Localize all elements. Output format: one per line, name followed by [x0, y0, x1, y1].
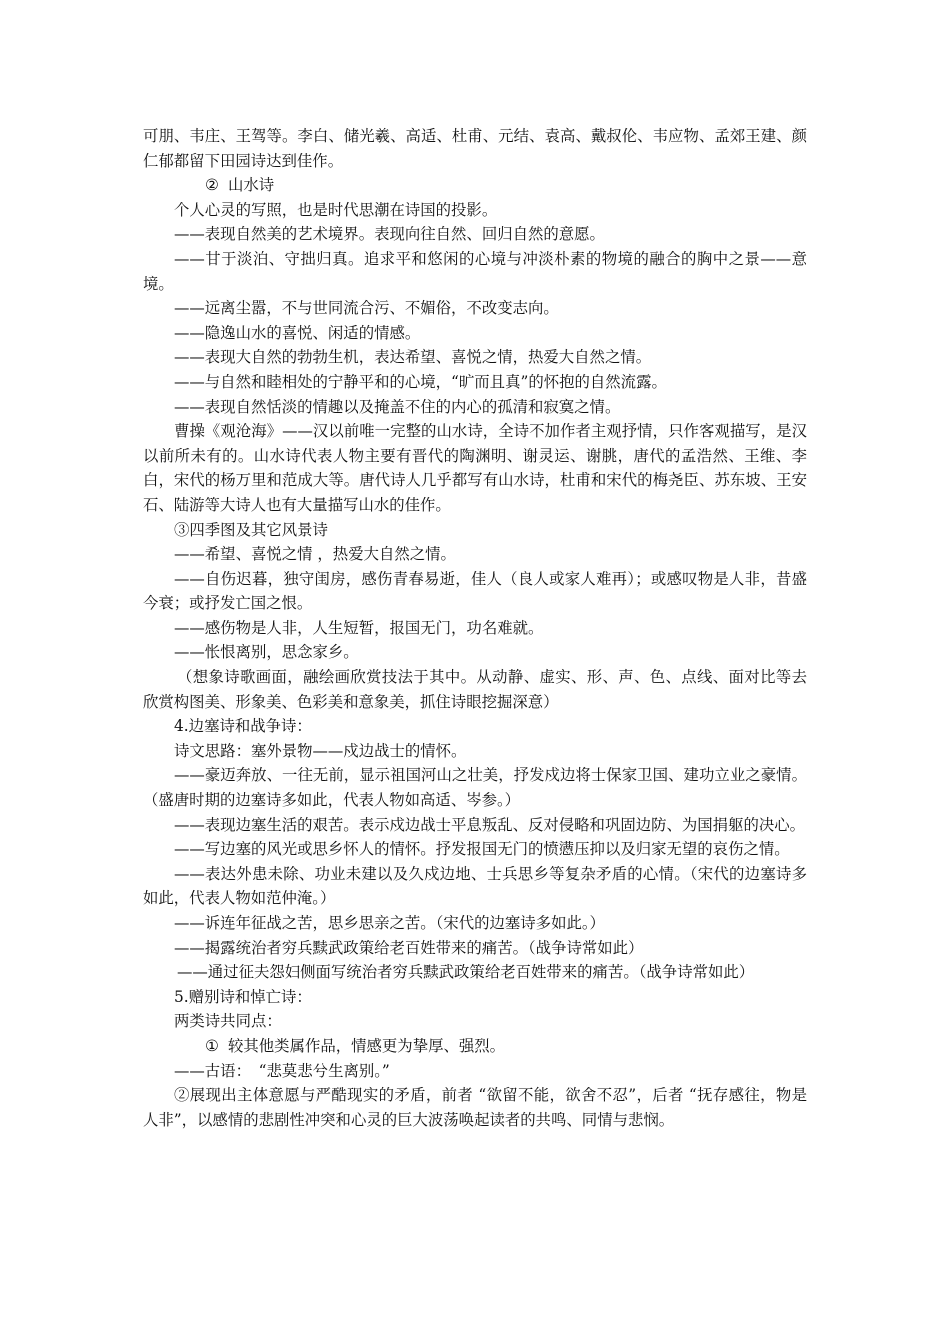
paragraph: [143, 862, 807, 911]
paragraph-text: ——诉连年征战之苦，思乡思亲之苦。（宋代的边塞诗多如此。）: [174, 914, 605, 932]
paragraph-text: 个人心灵的写照，也是时代思潮在诗国的投影。: [174, 200, 498, 219]
list-marker: ①: [205, 1036, 219, 1055]
paragraph-text: ——甘于淡泊、守拙归真。追求平和悠闲的心境与冲淡朴素的物境的融合的胸中之景——意境。: [143, 249, 807, 293]
paragraph-text: ——通过征夫怨妇侧面写统治者穷兵黩武政策给老百姓带来的痛苦。（战争诗常如此）: [177, 963, 755, 982]
paragraph: [143, 124, 807, 173]
paragraph-text: ——揭露统治者穷兵黩武政策给老百姓带来的痛苦。（战争诗常如此）: [174, 938, 644, 957]
paragraph-text: ——表现自然美的艺术境界。表现向往自然、回归自然的意愿。: [174, 225, 605, 244]
paragraph: [143, 321, 807, 346]
paragraph-text: ——远离尘嚣，不与世同流合污、不媚俗，不改变志向。: [174, 299, 559, 318]
paragraph-text: 4.边塞诗和战争诗：: [174, 717, 312, 736]
paragraph: [143, 739, 807, 764]
paragraph-text: 较其他类属作品，情感更为挚厚、强烈。: [228, 1036, 506, 1055]
paragraph: [143, 198, 807, 223]
paragraph-text: ——表现大自然的勃勃生机，表达希望、喜悦之情，热爱大自然之情。: [174, 348, 652, 367]
paragraph: [143, 296, 807, 321]
paragraph: [143, 616, 807, 641]
paragraph-text: ——表达外患未除、功业未建以及久戍边地、士兵思乡等复杂矛盾的心情。（宋代的边塞诗多如此，代表人物如范仲淹。）: [143, 864, 807, 908]
paragraph: [143, 1034, 807, 1059]
paragraph: [143, 1083, 807, 1132]
paragraph: [143, 960, 807, 985]
paragraph-text: ——写边塞的风光或思乡怀人的情怀。抒发报国无门的愤懑压抑以及归家无望的哀伤之情。: [174, 840, 790, 859]
paragraph-text: 可朋、韦庄、王驾等。李白、储光羲、高适、杜甫、元结、袁高、戴叔伦、韦应物、孟郊王建、颜仁郁都留下田园诗达到佳作。: [143, 127, 807, 170]
paragraph: [143, 640, 807, 665]
paragraph-text: ——怅恨离别，思念家乡。: [174, 643, 359, 662]
paragraph-text: ——豪迈奔放、一往无前，显示祖国河山之壮美，抒发戍边将士保家卫国、建功立业之豪情。（盛唐时期的边塞诗多如此，代表人物如高适、岑参。）: [143, 766, 807, 810]
document-body: [143, 124, 807, 1132]
paragraph-text: ——隐逸山水的喜悦、闲适的情感。: [174, 323, 421, 342]
paragraph: [143, 345, 807, 370]
paragraph-text: 山水诗: [228, 176, 275, 195]
paragraph: [143, 518, 807, 543]
paragraph: [143, 173, 807, 198]
paragraph: [143, 763, 807, 812]
paragraph: [143, 247, 807, 296]
paragraph: [143, 837, 807, 862]
paragraph-text: 5.赠别诗和悼亡诗：: [174, 987, 312, 1006]
paragraph: [143, 419, 807, 517]
paragraph: [143, 395, 807, 420]
paragraph-text: 曹操《观沧海》——汉以前唯一完整的山水诗，全诗不加作者主观抒情，只作客观描写，是汉以前所未有的。山水诗代表人物主要有晋代的陶渊明、谢灵运、谢朓，唐代的孟浩然、王维、李白，宋代的杨万里和范成大等。唐代诗人几乎都写有山水诗，杜甫和宋代的梅尧臣、苏东坡、王安石、陆游等大诗人也有大量描写山水的佳作。: [143, 422, 807, 514]
paragraph-text: ——感伤物是人非，人生短暂，报国无门，功名难就。: [174, 618, 544, 637]
paragraph: [143, 911, 807, 936]
paragraph-text: 两类诗共同点：: [174, 1012, 282, 1031]
paragraph-text: ——自伤迟暮，独守闺房，感伤青春易逝，佳人（良人或家人难再）；或感叹物是人非，昔盛今衰；或抒发亡国之恨。: [143, 569, 807, 613]
paragraph: [143, 985, 807, 1010]
paragraph: [143, 665, 807, 714]
paragraph: [143, 1009, 807, 1034]
paragraph-text: （想象诗歌画面，融绘画欣赏技法于其中。从动静、虚实、形、声、色、点线、面对比等去欣赏构图美、形象美、色彩美和意象美，抓住诗眼挖掘深意）: [143, 668, 807, 711]
paragraph: [143, 936, 807, 961]
paragraph: [143, 542, 807, 567]
paragraph: [143, 567, 807, 616]
paragraph-text: ——表现自然恬淡的情趣以及掩盖不住的内心的孤清和寂寞之情。: [174, 397, 621, 416]
paragraph-text: ③四季图及其它风景诗: [174, 520, 328, 539]
paragraph: [143, 813, 807, 838]
paragraph-text: ——古语： “悲莫悲兮生离别。”: [174, 1061, 390, 1080]
paragraph-text: 诗文思路：塞外景物——戍边战士的情怀。: [174, 741, 467, 760]
paragraph: [143, 714, 807, 739]
paragraph: [143, 370, 807, 395]
paragraph: [143, 222, 807, 247]
paragraph-text: ②展现出主体意愿与严酷现实的矛盾，前者 “欲留不能，欲舍不忍”，后者 “抚存感往，物是人非”，以感情的悲剧性冲突和心灵的巨大波荡唤起读者的共鸣、同情与悲悯。: [143, 1086, 807, 1129]
paragraph-text: ——表现边塞生活的艰苦。表示戍边战士平息叛乱、反对侵略和巩固边防、为国捐躯的决心。: [174, 815, 806, 834]
paragraph-text: ——希望、喜悦之情 ，热爱大自然之情。: [174, 545, 456, 564]
paragraph-text: ——与自然和睦相处的宁静平和的心境，“旷而且真”的怀抱的自然流露。: [174, 372, 667, 391]
paragraph: [143, 1059, 807, 1084]
list-marker: ②: [205, 176, 219, 195]
